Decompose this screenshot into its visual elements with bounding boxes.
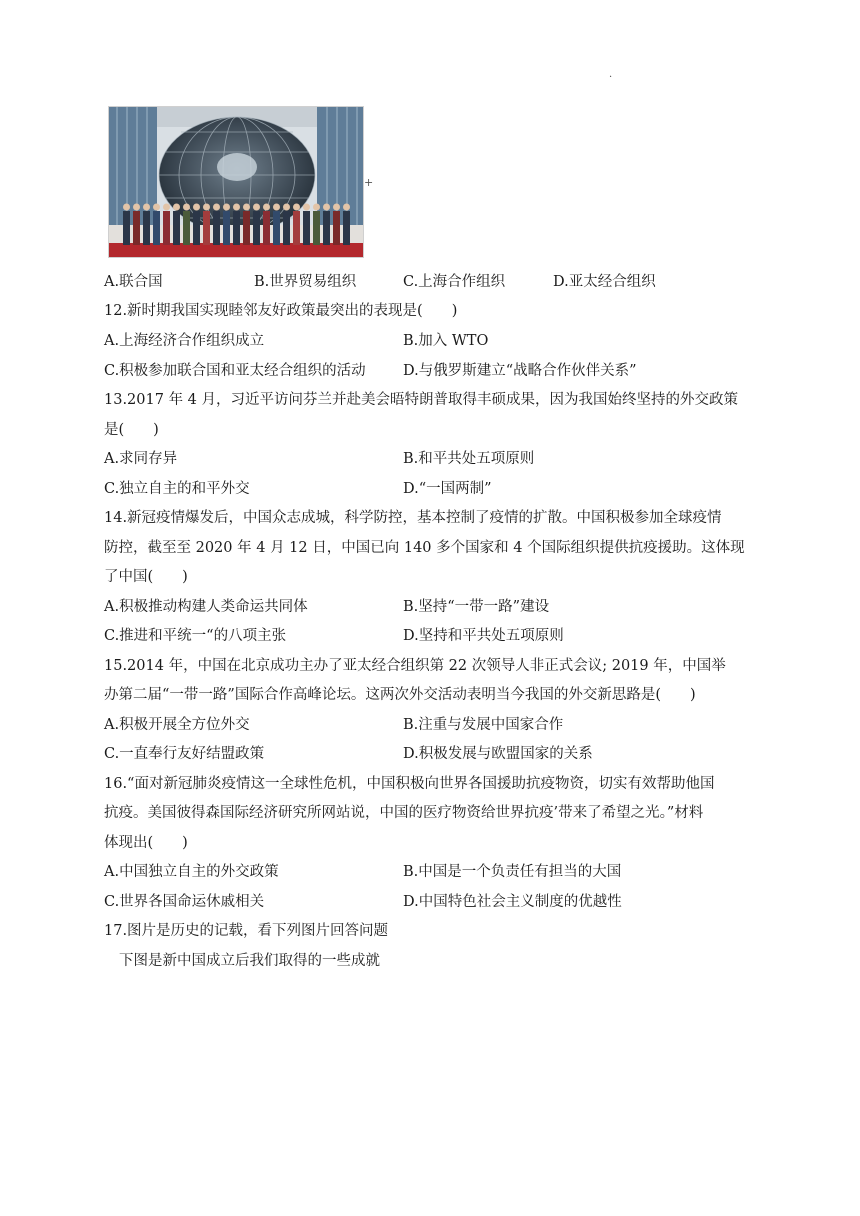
q14-stem-line3: 了中国( ) xyxy=(104,569,188,585)
summit-photo xyxy=(108,106,364,258)
q17-subtext: 下图是新中国成立后我们取得的一些成就 xyxy=(119,953,380,969)
q12-option-d[interactable]: D.与俄罗斯建立“战略合作伙伴关系” xyxy=(403,363,637,379)
q13-option-a[interactable]: A.求同存异 xyxy=(104,451,178,467)
q11-option-b[interactable]: B.世界贸易组织 xyxy=(254,274,357,290)
q13-option-c[interactable]: C.独立自主的和平外交 xyxy=(104,481,250,497)
q12-option-b[interactable]: B.加入 WTO xyxy=(403,333,489,349)
q13-option-d[interactable]: D.“一国两制” xyxy=(403,481,492,497)
q14-option-b[interactable]: B.坚持“一带一路”建设 xyxy=(403,599,550,615)
q16-option-b[interactable]: B.中国是一个负责任有担当的大国 xyxy=(403,864,622,880)
q15-option-a[interactable]: A.积极开展全方位外交 xyxy=(104,717,250,733)
anchor-mark: + xyxy=(364,176,374,189)
q11-option-c[interactable]: C.上海合作组织 xyxy=(403,274,506,290)
q17-stem: 17.图片是历史的记载，看下列图片回答问题 xyxy=(104,923,389,939)
q14-option-d[interactable]: D.坚持和平共处五项原则 xyxy=(403,628,564,644)
q15-option-d[interactable]: D.积极发展与欧盟国家的关系 xyxy=(403,746,593,762)
summit-photo-illustration xyxy=(109,107,364,258)
page-mark-dot: · xyxy=(609,72,613,83)
q12-stem: 12.新时期我国实现睦邻友好政策最突出的表现是( ) xyxy=(104,303,458,319)
q15-stem-line2: 办第二届“一带一路”国际合作高峰论坛。这两次外交活动表明当今我国的外交新思路是( ) xyxy=(104,687,696,703)
q14-stem-line2: 防控，截至至 2020 年 4 月 12 日，中国已向 140 多个国家和 4 个国际组织提供抗疫援助。这体现 xyxy=(104,540,745,556)
q12-option-a[interactable]: A.上海经济合作组织成立 xyxy=(104,333,265,349)
q15-option-c[interactable]: C.一直奉行友好结盟政策 xyxy=(104,746,265,762)
q13-stem-line1: 13.2017 年 4 月，习近平访问芬兰并赴美会晤特朗普取得丰硕成果，因为我国始终坚持的外交政策 xyxy=(104,392,739,408)
q16-option-d[interactable]: D.中国特色社会主义制度的优越性 xyxy=(403,894,622,910)
q15-option-b[interactable]: B.注重与发展中国家合作 xyxy=(403,717,564,733)
q12-option-c[interactable]: C.积极参加联合国和亚太经合组织的活动 xyxy=(104,363,366,379)
q16-stem-line3: 体现出( ) xyxy=(104,835,188,851)
q14-option-c[interactable]: C.推进和平统一“的八项主张 xyxy=(104,628,287,644)
q13-option-b[interactable]: B.和平共处五项原则 xyxy=(403,451,535,467)
q16-stem-line2: 抗疫。美国彼得森国际经济研究所网站说，中国的医疗物资给世界抗疫’带来了希望之光。”材料 xyxy=(104,805,704,821)
q16-stem-line1: 16.“面对新冠肺炎疫情这一全球性危机，中国积极向世界各国援助抗疫物资，切实有效帮助他国 xyxy=(104,776,715,792)
q11-option-d[interactable]: D.亚太经合组织 xyxy=(553,274,656,290)
q16-option-a[interactable]: A.中国独立自主的外交政策 xyxy=(104,864,279,880)
q16-option-c[interactable]: C.世界各国命运休戚相关 xyxy=(104,894,265,910)
q14-option-a[interactable]: A.积极推动构建人类命运共同体 xyxy=(104,599,308,615)
q15-stem-line1: 15.2014 年，中国在北京成功主办了亚太经合组织第 22 次领导人非正式会议; 2019 年，中国举 xyxy=(104,658,726,674)
q13-stem-line2: 是( ) xyxy=(104,422,159,438)
q14-stem-line1: 14.新冠疫情爆发后，中国众志成城，科学防控，基本控制了疫情的扩散。中国积极参加全球疫情 xyxy=(104,510,722,526)
q11-option-a[interactable]: A.联合国 xyxy=(104,274,163,290)
